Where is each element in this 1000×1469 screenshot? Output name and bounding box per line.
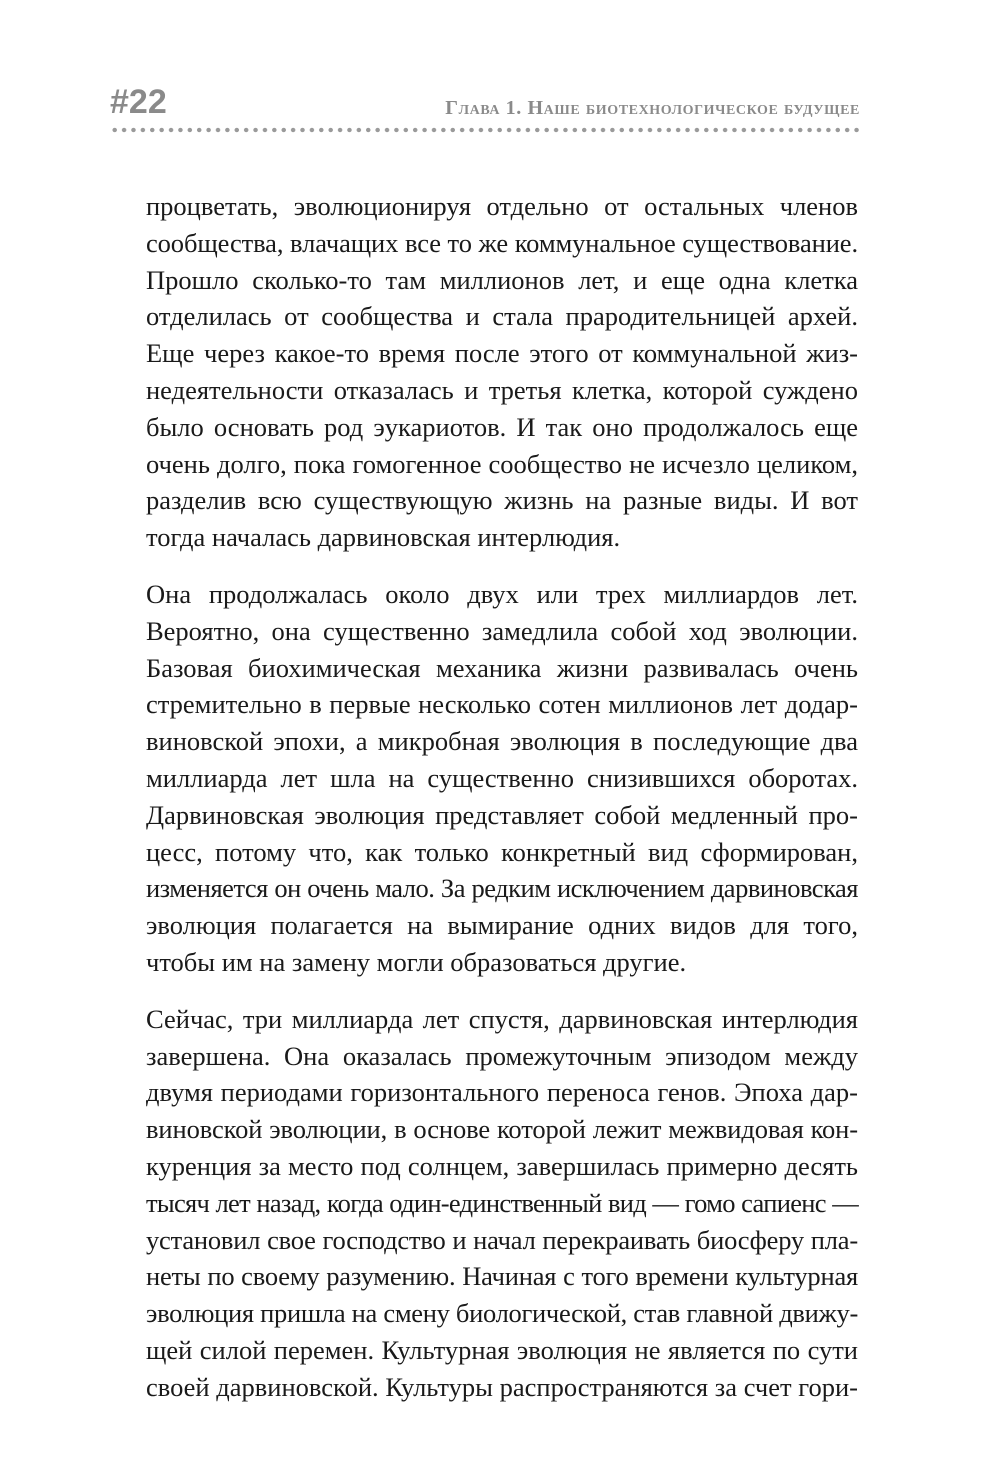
text-line: изменяется он очень мало. За редким исключением дарвиновская (146, 873, 858, 904)
text-line: Вероятно, она существенно замедлила собой ход эволюции. (146, 615, 858, 646)
text-line: сообщества, влачащих все то же коммунальное существование. (146, 227, 858, 258)
text-line: эволюция пришла на смену биологической, став главной движу- (146, 1298, 858, 1329)
text-line: тогда началась дарвиновская интерлюдия. (146, 522, 621, 553)
text-line: разделив всю существующую жизнь на разные виды. И вот (146, 485, 858, 516)
text-line: цесс, потому что, как только конкретный вид сформирован, (146, 836, 858, 867)
paragraph-3 (146, 1001, 858, 1406)
text-line: своей дарвиновской. Культуры распространяются за счет гори- (146, 1371, 858, 1402)
text-line: очень долго, пока гомогенное сообщество не исчезло целиком, (146, 448, 858, 479)
text-line: куренция за место под солнцем, завершилась примерно десять (146, 1150, 858, 1181)
text-line: Базовая биохимическая механика жизни развивалась очень (146, 652, 858, 683)
text-line: виновской эволюции, в основе которой лежит межвидовая кон- (146, 1114, 858, 1145)
running-head: Глава 1. Наше биотехнологическое будущее (445, 97, 860, 119)
text-line: щей силой перемен. Культурная эволюция не является по сути (146, 1334, 858, 1365)
dotted-rule (110, 127, 860, 133)
text-line: тысяч лет назад, когда один-единственный вид — гомо сапиенс — (146, 1187, 858, 1218)
text-line: двумя периодами горизонтального переноса генов. Эпоха дар- (146, 1077, 858, 1108)
text-line: Дарвиновская эволюция представляет собой медленный про- (146, 799, 858, 830)
text-line: процветать, эволюционируя отдельно от остальных членов (146, 191, 858, 221)
body-text (146, 188, 858, 1426)
text-line: установил свое господство и начал перекраивать биосферу пла- (146, 1224, 858, 1255)
paragraph-1 (146, 188, 858, 556)
text-line: Еще через какое-то время после этого от коммунальной жиз- (146, 338, 858, 369)
text-line: Сейчас, три миллиарда лет спустя, дарвиновская интерлюдия (146, 1003, 858, 1034)
text-line: Она продолжалась около двух или трех миллиардов лет. (146, 578, 858, 609)
text-line: стремительно в первые несколько сотен миллионов лет додар- (146, 689, 858, 720)
text-line: отделилась от сообщества и стала прародительницей архей. (146, 301, 858, 332)
text-line: завершена. Она оказалась промежуточным эпизодом между (146, 1040, 858, 1071)
text-line: эволюция полагается на вымирание одних видов для того, (146, 910, 858, 941)
text-line: неты по своему разумению. Начиная с того времени культурная (146, 1261, 858, 1292)
text-line: миллиарда лет шла на существенно снизившихся оборотах. (146, 762, 858, 793)
text-line: было основать род эукариотов. И так оно продолжалось еще (146, 411, 858, 442)
text-line: Прошло сколько-то там миллионов лет, и еще одна клетка (146, 264, 858, 295)
text-line: недеятельности отказалась и третья клетка, которой суждено (146, 374, 858, 405)
page-number: #22 (110, 83, 167, 121)
text-line: чтобы им на замену могли образоваться другие. (146, 946, 687, 977)
page-header (110, 82, 860, 122)
text-line: виновской эпохи, а микробная эволюция в последующие два (146, 726, 858, 757)
paragraph-2 (146, 576, 858, 981)
